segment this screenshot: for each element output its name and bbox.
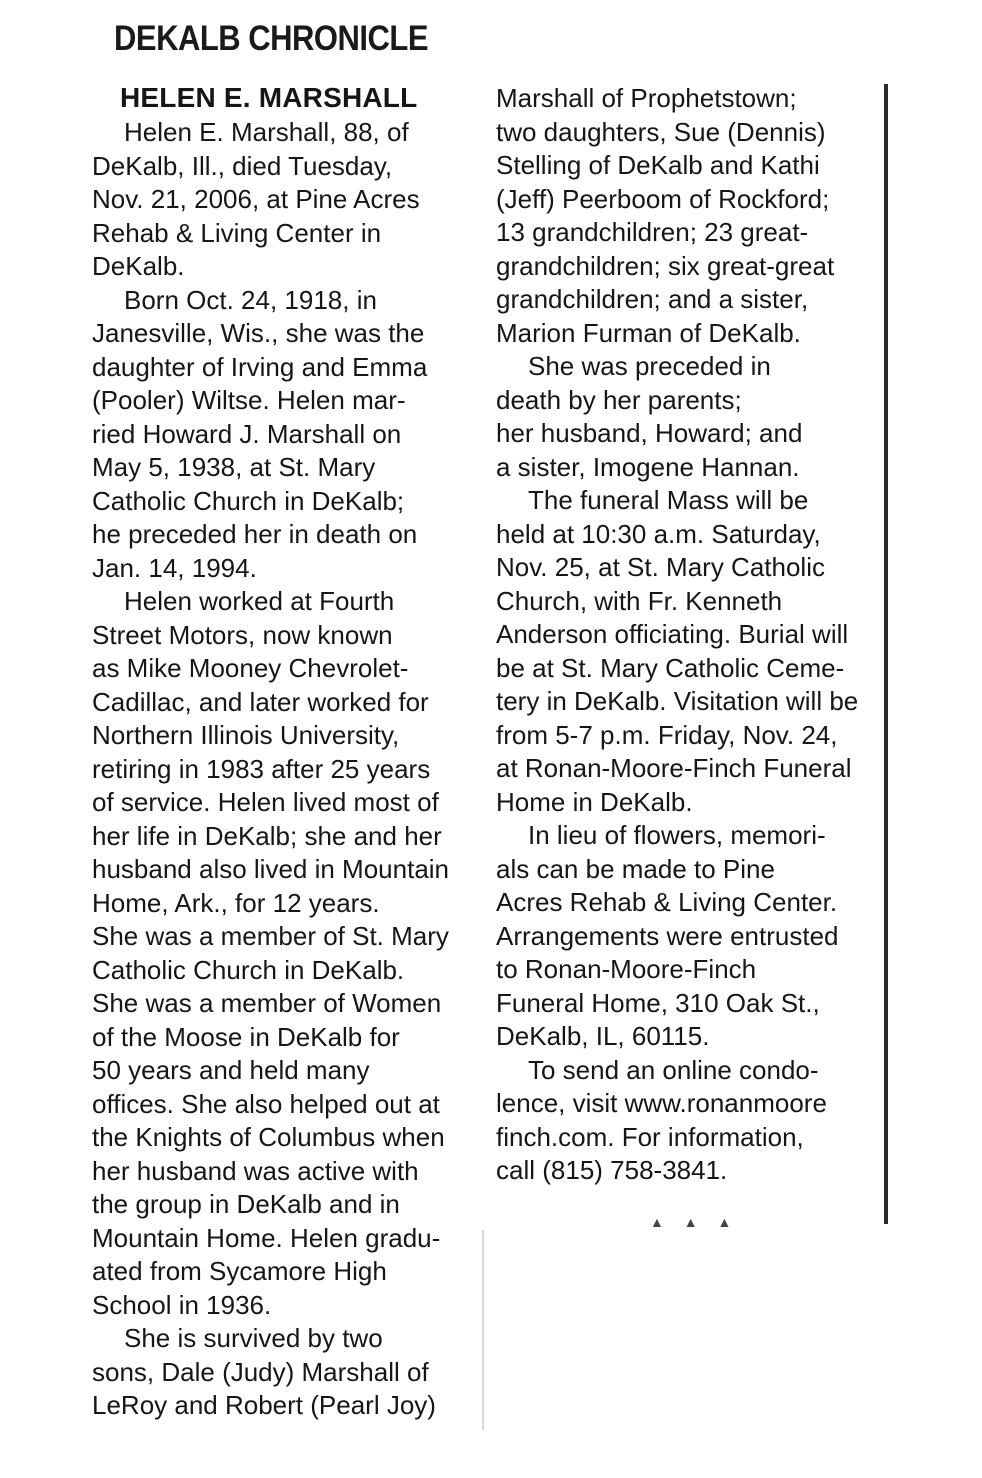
text-line: her life in DeKalb; she and her [92, 820, 442, 851]
text-line: Marshall of Prophetstown; [496, 83, 797, 113]
text-line: tery in DeKalb. Visitation will be [496, 686, 859, 716]
text-line: her husband was active with [92, 1155, 419, 1186]
text-line: Catholic Church in DeKalb; [92, 485, 405, 516]
text-line: Funeral Home, 310 Oak St., [496, 987, 820, 1018]
text-line: The funeral Mass will be [528, 485, 809, 515]
text-line: School in 1936. [92, 1289, 272, 1320]
obituary-headline: HELEN E. MARSHALL [120, 82, 418, 113]
text-line: DeKalb, IL, 60115. [496, 1021, 710, 1051]
text-line: two daughters, Sue (Dennis) [496, 116, 826, 147]
text-line: Marion Furman of DeKalb. [496, 317, 801, 348]
text-line: of service. Helen lived most of [92, 787, 439, 817]
text-line: In lieu of flowers, memori- [528, 820, 826, 850]
text-line: als can be made to Pine [496, 853, 775, 884]
text-line: 50 years and held many [92, 1055, 370, 1085]
text-line: her husband, Howard; and [496, 418, 803, 448]
text-line: ated from Sycamore High [92, 1256, 387, 1286]
text-line: She was a member of Women [92, 988, 442, 1018]
text-line: Northern Illinois University, [92, 720, 400, 750]
text-line: grandchildren; and a sister, [496, 284, 809, 314]
text-line: husband also lived in Mountain [92, 854, 450, 884]
text-line: lence, visit www.ronanmoore [496, 1088, 827, 1118]
text-line: Jan. 14, 1994. [92, 552, 257, 583]
text-line: Street Motors, now known [92, 619, 393, 650]
obituary-left-column [92, 80, 482, 1423]
text-line: grandchildren; six great-great [496, 250, 835, 281]
text-line: retiring in 1983 after 25 years [92, 753, 431, 784]
text-line: She was preceded in [528, 351, 771, 381]
text-line: Janesville, Wis., she was the [92, 318, 425, 348]
text-line: Home, Ark., for 12 years. [92, 887, 380, 918]
text-line: Arrangements were entrusted [496, 920, 839, 951]
text-line: daughter of Irving and Emma [92, 351, 428, 382]
text-line: May 5, 1938, at St. Mary [92, 452, 376, 482]
text-line: Church, with Fr. Kenneth [496, 585, 783, 616]
faint-gutter-line [482, 1230, 484, 1430]
text-line: death by her parents; [496, 384, 742, 415]
left-column-text [92, 116, 482, 1423]
text-line: Rehab & Living Center in [92, 217, 382, 248]
text-line: sons, Dale (Judy) Marshall of [92, 1356, 429, 1387]
text-line: Home in DeKalb. [496, 786, 693, 817]
text-line: Stelling of DeKalb and Kathi [496, 150, 820, 180]
obituary-right-column [496, 82, 866, 1188]
text-line: Nov. 21, 2006, at Pine Acres [92, 184, 420, 214]
text-line: Nov. 25, at St. Mary Catholic [496, 552, 825, 582]
text-line: the Knights of Columbus when [92, 1122, 445, 1152]
text-line: from 5-7 p.m. Friday, Nov. 24, [496, 719, 838, 750]
text-line: the group in DeKalb and in [92, 1189, 400, 1219]
text-line: DeKalb. [92, 251, 185, 281]
text-line: 13 grandchildren; 23 great- [496, 217, 809, 247]
text-line: offices. She also helped out at [92, 1088, 440, 1119]
text-line: held at 10:30 a.m. Saturday, [496, 518, 821, 549]
text-line: Born Oct. 24, 1918, in [124, 284, 377, 315]
text-line: Cadillac, and later worked for [92, 686, 429, 717]
text-line: (Pooler) Wiltse. Helen mar- [92, 385, 406, 415]
text-line: (Jeff) Peerboom of Rockford; [496, 183, 830, 214]
text-line: DeKalb, Ill., died Tuesday, [92, 150, 393, 181]
text-line: To send an online condo- [528, 1054, 819, 1085]
text-line: finch.com. For information, [496, 1121, 804, 1152]
text-line: Acres Rehab & Living Center. [496, 887, 838, 917]
right-column-text [496, 82, 866, 1188]
text-line: of the Moose in DeKalb for [92, 1021, 400, 1052]
text-line: Helen E. Marshall, 88, of [124, 117, 409, 147]
text-line: call (815) 758-3841. [496, 1155, 728, 1185]
masthead-title: DEKALB CHRONICLE [114, 18, 429, 59]
text-line: Helen worked at Fourth [124, 586, 395, 616]
text-line: at Ronan-Moore-Finch Funeral [496, 753, 852, 783]
text-line: Anderson officiating. Burial will [496, 619, 849, 649]
text-line: as Mike Mooney Chevrolet- [92, 653, 409, 683]
text-line: Mountain Home. Helen gradu- [92, 1222, 441, 1253]
text-line: Catholic Church in DeKalb. [92, 954, 405, 985]
text-line: ried Howard J. Marshall on [92, 418, 402, 449]
text-line: be at St. Mary Catholic Ceme- [496, 652, 845, 683]
column-rule-divider [884, 84, 888, 1224]
text-line: a sister, Imogene Hannan. [496, 451, 800, 482]
text-line: LeRoy and Robert (Pearl Joy) [92, 1390, 436, 1420]
text-line: he preceded her in death on [92, 519, 418, 549]
text-line: to Ronan-Moore-Finch [496, 954, 757, 984]
end-of-article-mark: ▲ ▲ ▲ [650, 1214, 740, 1230]
text-line: She is survived by two [124, 1323, 383, 1353]
text-line: She was a member of St. Mary [92, 921, 449, 951]
